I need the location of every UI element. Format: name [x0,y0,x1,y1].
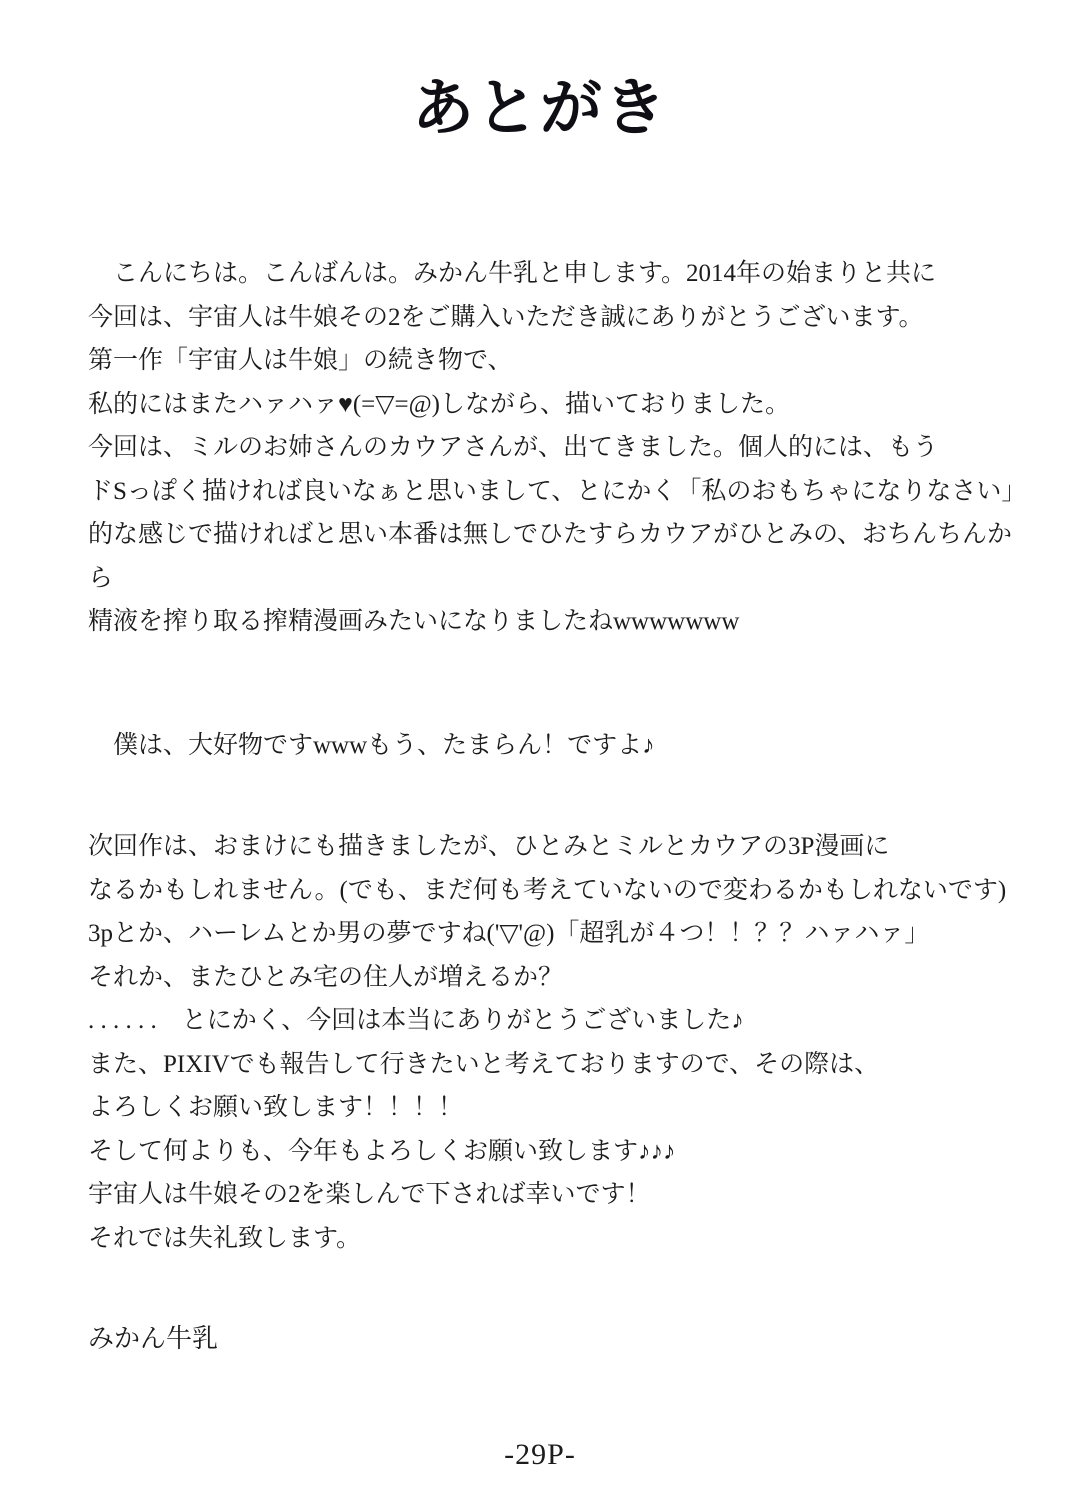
page-title: あとがき [411,75,668,143]
text-line: 3pとか、ハーレムとか男の夢ですね('▽'@)「超乳が４つ！！？？ハァハァ」 [88,920,930,947]
text-line: 次回作は、おまけにも描きましたが、ひとみとミルとカウアの3P漫画に [88,833,890,860]
paragraph-comment [88,724,1032,768]
paragraph-closing [88,825,1032,1260]
text-line: また、PIXIVでも報告して行きたいと考えておりますので、その際は、 [88,1050,880,1078]
text-line: 今回は、ミルのお姉さんのカウアさんが、出てきました。個人的には、もう [88,434,939,461]
page-number: -29P- [504,1438,576,1471]
text-line: よろしくお願い致します！！！！ [88,1094,464,1121]
text-line: そして何よりも、今年もよろしくお願い致します♪♪♪ [88,1137,676,1165]
text-line: 今回は、宇宙人は牛娘その2をご購入いただき誠にありがとうございます。 [88,303,924,331]
text-line: こんにちは。こんばんは。みかん牛乳と申します。2014年の始まりと共に [88,260,937,287]
text-line: 的な感じで描ければと思い本番は無しでひたすらカウアがひとみの、おちんちんから [88,521,1013,592]
text-line: ドSっぽく描ければ良いなぁと思いまして、とにかく「私のおもちゃになりなさい」 [88,477,1027,505]
paragraph-greeting [88,252,1032,644]
author-signature: みかん牛乳 [88,1324,219,1353]
text-line: 僕は、大好物ですwwwもう、たまらん！ですよ♪ [88,731,655,759]
text-line: なるかもしれません。(でも、まだ何も考えていないので変わるかもしれないです) [88,876,1007,904]
text-line: 精液を搾り取る搾精漫画みたいになりましたねwwwwwww [88,608,740,635]
text-line: . . . . . . とにかく、今回は本当にありがとうございました♪ [88,1007,744,1034]
afterword-body [88,252,1032,1260]
text-line: それか、またひとみ宅の住人が増えるか？ [88,963,564,991]
text-line: それでは失礼致します。 [88,1224,362,1252]
text-line: 宇宙人は牛娘その2を楽しんで下されば幸いです！ [88,1181,651,1208]
text-line: 第一作「宇宙人は牛娘」の続き物で、 [88,347,513,374]
text-line: 私的にはまたハァハァ♥(=▽=@)しながら、描いておりました。 [88,390,790,418]
